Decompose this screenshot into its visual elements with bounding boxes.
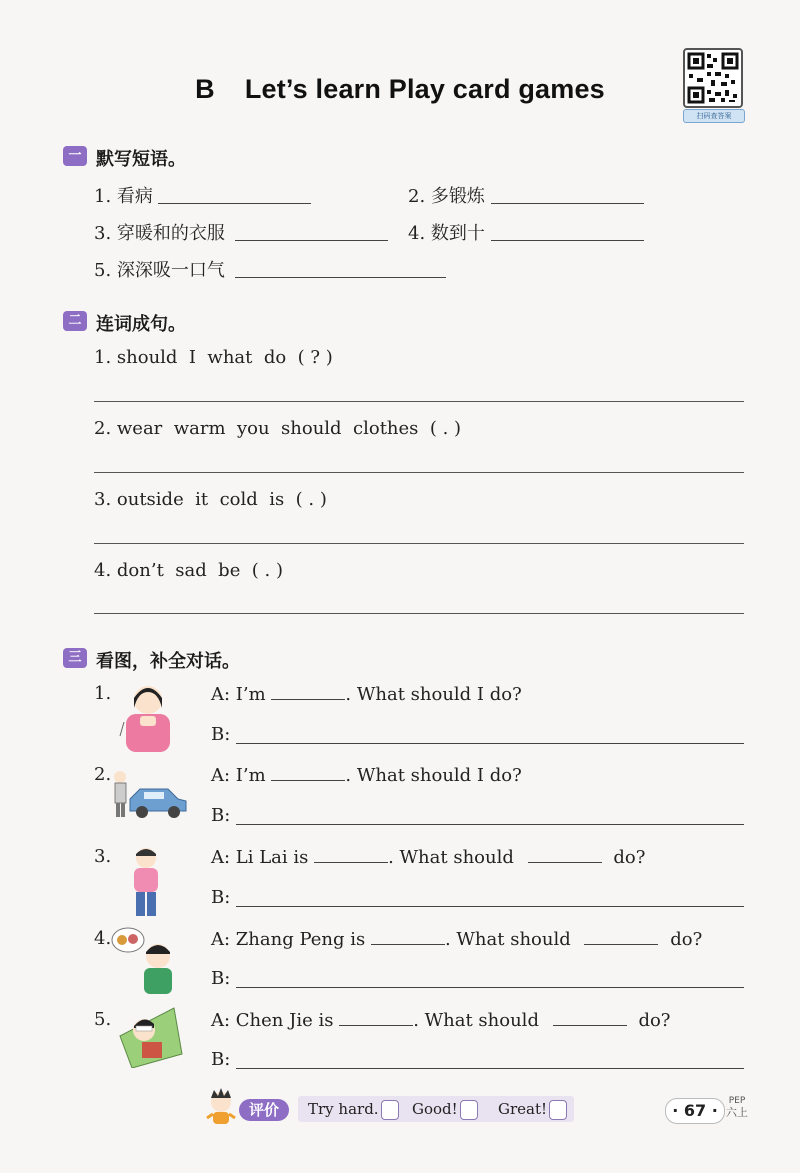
page-title (0, 74, 800, 105)
eval-checkbox[interactable] (549, 1100, 567, 1120)
eval-checkbox[interactable] (381, 1100, 399, 1120)
eval-option-good[interactable]: Good! (412, 1100, 478, 1120)
sick-boy-picture (124, 846, 168, 918)
dialogue-b-line-3[interactable] (236, 906, 744, 907)
dialogue-b-line-1[interactable] (236, 743, 744, 744)
phrase-label-5: 5. 深深吸一口气 (94, 260, 225, 281)
dialogue-a-5: A: Chen Jie is . What should do? (211, 1010, 671, 1031)
dialogue-number-1: 1. (94, 683, 112, 704)
dialogue-blank[interactable] (553, 1009, 627, 1026)
tired-man-car-picture (110, 765, 190, 823)
section-badge-1: 一 (63, 146, 87, 166)
phrase-label-2: 2. 多锻炼 (408, 186, 485, 207)
dialogue-b-label-2: B: (211, 805, 231, 826)
eval-option-great[interactable]: Great! (498, 1100, 567, 1120)
page-number: · 67 · (665, 1098, 725, 1124)
dialogue-blank[interactable] (314, 846, 388, 863)
cold-girl-picture (118, 680, 178, 752)
qr-caption: 扫码查答案 (683, 109, 745, 123)
sentence-answer-line-4[interactable] (94, 613, 744, 614)
dialogue-number-2: 2. (94, 764, 112, 785)
answer-line-5[interactable] (235, 277, 446, 278)
dialogue-number-5: 5. (94, 1009, 112, 1030)
dialogue-blank[interactable] (271, 683, 345, 700)
dialogue-blank[interactable] (528, 846, 602, 863)
scrambled-sentence-2: 2. wear warm you should clothes ( . ) (94, 418, 462, 439)
dialogue-b-label-1: B: (211, 724, 231, 745)
evaluation-bar (298, 1096, 574, 1122)
phrase-label-3: 3. 穿暖和的衣服 (94, 223, 225, 244)
dialogue-b-line-4[interactable] (236, 987, 744, 988)
edition-badge: PEP 六上 (726, 1096, 748, 1119)
answer-line-4[interactable] (491, 240, 644, 241)
lesson-title: Let’s learn Play card games (244, 74, 605, 104)
section-badge-3: 三 (63, 648, 87, 668)
evaluation-label: 评价 (239, 1099, 289, 1121)
phrase-label-1: 1. 看病 (94, 186, 153, 207)
dialogue-number-3: 3. (94, 846, 112, 867)
dialogue-b-label-4: B: (211, 968, 231, 989)
dialogue-b-label-3: B: (211, 887, 231, 908)
section-title-1: 默写短语。 (96, 149, 186, 170)
answer-line-1[interactable] (158, 203, 311, 204)
scrambled-sentence-4: 4. don’t sad be ( . ) (94, 560, 284, 581)
dialogue-blank[interactable] (339, 1009, 413, 1026)
eval-option-try-hard[interactable]: Try hard. (308, 1100, 399, 1120)
scrambled-sentence-1: 1. should I what do ( ? ) (94, 347, 333, 368)
sentence-answer-line-2[interactable] (94, 472, 744, 473)
answer-line-3[interactable] (235, 240, 388, 241)
section-title-3: 看图，补全对话。 (96, 651, 240, 672)
dialogue-blank[interactable] (271, 764, 345, 781)
section-title-2: 连词成句。 (96, 314, 186, 335)
section-badge-2: 二 (63, 311, 87, 331)
dialogue-b-line-2[interactable] (236, 824, 744, 825)
dialogue-a-2: A: I’m . What should I do? (211, 765, 522, 786)
dialogue-number-4: 4. (94, 928, 112, 949)
eval-checkbox[interactable] (460, 1100, 478, 1120)
dialogue-a-1: A: I’m . What should I do? (211, 684, 522, 705)
dialogue-a-4: A: Zhang Peng is . What should do? (211, 929, 703, 950)
dialogue-blank[interactable] (584, 928, 658, 945)
answer-line-2[interactable] (491, 203, 644, 204)
mascot-icon (204, 1088, 238, 1128)
sentence-answer-line-3[interactable] (94, 543, 744, 544)
dialogue-a-3: A: Li Lai is . What should do? (211, 847, 646, 868)
qr-code[interactable] (683, 48, 743, 122)
scrambled-sentence-3: 3. outside it cold is ( . ) (94, 489, 327, 510)
dialogue-blank[interactable] (371, 928, 445, 945)
unit-letter: B (195, 74, 215, 104)
hungry-boy-picture (108, 924, 182, 996)
phrase-label-4: 4. 数到十 (408, 223, 485, 244)
sentence-answer-line-1[interactable] (94, 401, 744, 402)
dialogue-b-line-5[interactable] (236, 1068, 744, 1069)
dialogue-b-label-5: B: (211, 1049, 231, 1070)
qr-code-icon (683, 48, 743, 108)
sick-girl-in-bed-picture (114, 1006, 184, 1068)
